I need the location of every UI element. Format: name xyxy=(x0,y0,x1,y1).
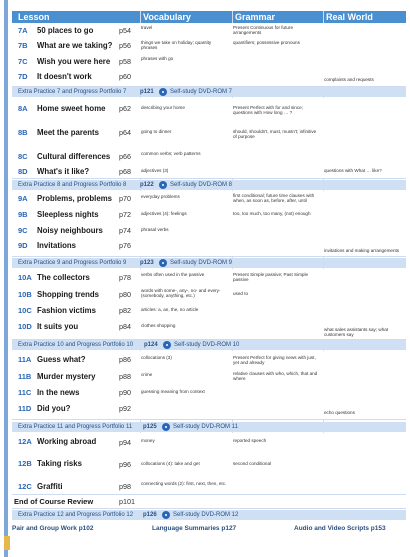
dvd-rom-label: Self-study DVD-ROM 9 xyxy=(170,260,233,266)
lesson-vocabulary: things we take on holiday; quantity phrases xyxy=(141,40,212,51)
lesson-code: 8A xyxy=(18,104,28,113)
lesson-vocabulary: guessing meaning from context xyxy=(141,389,205,394)
audio-video-scripts: Audio and Video Scripts p153 xyxy=(294,525,386,532)
lesson-title: Did you? xyxy=(37,404,71,413)
lesson-code: 7B xyxy=(18,41,28,50)
lesson-page: p56 xyxy=(119,41,131,50)
lesson-row xyxy=(12,147,406,165)
lesson-page: p78 xyxy=(119,273,131,282)
lesson-title: Guess what? xyxy=(37,355,86,364)
lesson-row xyxy=(12,98,406,123)
lesson-title: Murder mystery xyxy=(37,372,96,381)
end-of-course-review xyxy=(12,494,406,509)
lesson-grammar: Present Perfect with for and since; questions with How long … ? xyxy=(233,105,303,116)
extra-practice-label: Extra Practice 11 and Progress Portfolio 11 xyxy=(18,424,133,430)
lesson-real-world: echo questions xyxy=(324,410,355,415)
lesson-title: Graffiti xyxy=(37,482,63,491)
dvd-disc-icon xyxy=(162,423,170,431)
lesson-row xyxy=(12,368,406,386)
lesson-row xyxy=(12,164,406,179)
dvd-rom-label: Self-study DVD-ROM 11 xyxy=(173,424,238,430)
lesson-real-world: invitations and making arrangements xyxy=(324,248,400,253)
extra-practice-label: Extra Practice 10 and Progress Portfolio 10 xyxy=(18,342,134,348)
lesson-vocabulary: going to dinner xyxy=(141,129,172,134)
lesson-grammar: Present Perfect for giving news with just, yet and already xyxy=(233,355,316,366)
lesson-real-world: what sales assistants say; what customers say xyxy=(324,327,389,338)
lesson-vocabulary: clothes shopping xyxy=(141,323,176,328)
lesson-row xyxy=(12,68,406,87)
language-summaries: Language Summaries p127 xyxy=(152,525,237,532)
lesson-page: p82 xyxy=(119,306,131,315)
lesson-code: 10B xyxy=(18,290,32,299)
lesson-grammar: Present Continuous for future arrangements xyxy=(233,25,294,36)
lesson-row xyxy=(12,433,406,452)
lesson-row xyxy=(12,317,406,340)
extra-practice-band xyxy=(12,340,406,350)
lesson-vocabulary: adjectives (3) xyxy=(141,168,169,173)
lesson-title: 50 places to go xyxy=(37,26,94,35)
lesson-title: Cultural differences xyxy=(37,152,111,161)
dvd-rom-label: Self-study DVD-ROM 12 xyxy=(173,512,239,518)
lesson-code: 11C xyxy=(18,388,32,397)
pair-and-group-work: Pair and Group Work p102 xyxy=(12,525,94,532)
lesson-page: p74 xyxy=(119,226,131,235)
lesson-code: 12A xyxy=(18,437,32,446)
lesson-row xyxy=(12,351,406,369)
extra-practice-label: Extra Practice 7 and Progress Portfolio 7 xyxy=(18,89,127,95)
dvd-disc-icon xyxy=(163,341,171,349)
lesson-title: It doesn't work xyxy=(37,72,92,81)
lesson-page: p96 xyxy=(119,460,131,469)
lesson-vocabulary: articles: a, an, the, no article xyxy=(141,307,199,312)
lesson-title: Fashion victims xyxy=(37,306,96,315)
lesson-page: p98 xyxy=(119,482,131,491)
dvd-rom-label: Self-study DVD-ROM 7 xyxy=(170,89,233,95)
lesson-vocabulary: connecting words (2): first, next, then, etc. xyxy=(141,481,227,486)
lesson-vocabulary: collocations (3) xyxy=(141,355,172,360)
lesson-code: 7D xyxy=(18,72,28,81)
lesson-row xyxy=(12,54,406,69)
lesson-page: p88 xyxy=(119,372,131,381)
lesson-vocabulary: phrasal verbs xyxy=(141,227,169,232)
lesson-page: p66 xyxy=(119,152,131,161)
lesson-row xyxy=(12,451,406,478)
extra-practice-band xyxy=(12,422,406,432)
lesson-vocabulary: adjectives (4): feelings xyxy=(141,211,187,216)
lesson-row xyxy=(12,122,406,148)
extra-practice-label: Extra Practice 8 and Progress Portfolio 8 xyxy=(18,182,127,188)
lesson-grammar: too, too much, too many, (not) enough xyxy=(233,211,311,216)
table-header xyxy=(12,11,406,23)
lesson-code: 11B xyxy=(18,372,32,381)
extra-practice-band xyxy=(12,180,406,190)
lesson-title: Home sweet home xyxy=(37,104,106,113)
lesson-title: Taking risks xyxy=(37,459,82,468)
lesson-vocabulary: common verbs; verb patterns xyxy=(141,151,201,156)
lesson-code: 9B xyxy=(18,210,28,219)
lesson-code: 10A xyxy=(18,273,32,282)
lesson-vocabulary: crime xyxy=(141,372,153,377)
lesson-grammar: second conditional xyxy=(233,461,272,466)
extra-practice-page: p125 xyxy=(143,424,157,430)
lesson-page: p58 xyxy=(119,57,131,66)
lesson-page: p76 xyxy=(119,241,131,250)
lesson-page: p68 xyxy=(119,167,131,176)
lesson-grammar: quantifiers; possessive pronouns xyxy=(233,40,300,45)
lesson-code: 10C xyxy=(18,306,32,315)
lesson-page: p70 xyxy=(119,194,131,203)
lesson-code: 12B xyxy=(18,459,32,468)
lesson-vocabulary: describing your home xyxy=(141,105,185,110)
dvd-disc-icon xyxy=(159,88,167,96)
lesson-code: 9A xyxy=(18,194,28,203)
lesson-grammar: reported speech xyxy=(233,438,267,443)
lesson-page: p80 xyxy=(119,290,131,299)
lesson-code: 10D xyxy=(18,322,32,331)
end-review-label: End of Course Review xyxy=(14,497,94,506)
header-real-world: Real World xyxy=(326,12,373,22)
dvd-rom-label: Self-study DVD-ROM 8 xyxy=(170,182,233,188)
lesson-grammar: used to xyxy=(233,291,249,296)
lesson-page: p62 xyxy=(119,104,131,113)
lesson-page: p54 xyxy=(119,26,131,35)
lesson-code: 9D xyxy=(18,241,28,250)
lesson-row xyxy=(12,37,406,55)
lesson-row xyxy=(12,191,406,207)
lesson-title: Wish you were here xyxy=(37,57,111,66)
lesson-title: Shopping trends xyxy=(37,290,99,299)
lesson-row xyxy=(12,237,406,257)
lesson-code: 11A xyxy=(18,355,32,364)
dvd-disc-icon xyxy=(159,181,167,189)
lesson-page: p84 xyxy=(119,322,131,331)
footer-links xyxy=(12,523,406,537)
extra-practice-page: p121 xyxy=(140,89,154,95)
lesson-row xyxy=(12,23,406,38)
extra-practice-band xyxy=(12,87,406,97)
lesson-page: p72 xyxy=(119,210,131,219)
lesson-page: p94 xyxy=(119,438,131,447)
lesson-title: Noisy neighbours xyxy=(37,226,103,235)
lesson-page: p60 xyxy=(119,72,131,81)
lesson-grammar: Present Simple passive; Past Simple passive xyxy=(233,272,309,283)
lesson-vocabulary: collocations (4): take and get xyxy=(141,461,200,466)
header-lesson: Lesson xyxy=(18,12,50,22)
header-vocabulary: Vocabulary xyxy=(143,12,191,22)
dvd-rom-label: Self-study DVD-ROM 10 xyxy=(174,342,240,348)
lesson-title: Invitations xyxy=(37,241,76,250)
lesson-code: 11D xyxy=(18,404,32,413)
lesson-title: Sleepless nights xyxy=(37,210,99,219)
lesson-vocabulary: verbs often used in the passive xyxy=(141,272,205,277)
extra-practice-page: p124 xyxy=(144,342,158,348)
lesson-page: p86 xyxy=(119,355,131,364)
lesson-row xyxy=(12,399,406,420)
lesson-page: p64 xyxy=(119,128,131,137)
lesson-row xyxy=(12,285,406,304)
lesson-code: 8B xyxy=(18,128,28,137)
lesson-grammar: relative clauses with who, which, that and where xyxy=(233,371,318,382)
lesson-title: Working abroad xyxy=(37,437,97,446)
lesson-grammar: first conditional; future time clauses with when, as soon as, before, after, until xyxy=(233,193,315,204)
lesson-title: In the news xyxy=(37,388,80,397)
header-grammar: Grammar xyxy=(235,12,276,22)
dvd-disc-icon xyxy=(162,511,170,519)
lesson-code: 7C xyxy=(18,57,28,66)
lesson-vocabulary: everyday problems xyxy=(141,194,180,199)
edge-strip xyxy=(4,0,8,557)
lesson-row xyxy=(12,303,406,318)
lesson-real-world: questions with What … like? xyxy=(324,168,382,173)
end-review-page: p101 xyxy=(119,497,135,506)
lesson-row xyxy=(12,385,406,400)
extra-practice-label: Extra Practice 9 and Progress Portfolio 9 xyxy=(18,260,127,266)
extra-practice-label: Extra Practice 12 and Progress Portfolio 12 xyxy=(18,512,134,518)
lesson-page: p92 xyxy=(119,404,131,413)
lesson-title: The collectors xyxy=(37,273,90,282)
lesson-code: 9C xyxy=(18,226,28,235)
lesson-title: What are we taking? xyxy=(37,41,113,50)
lesson-code: 7A xyxy=(18,26,28,35)
lesson-title: Meet the parents xyxy=(37,128,99,137)
lesson-title: Problems, problems xyxy=(37,194,112,203)
lesson-page: p90 xyxy=(119,388,131,397)
lesson-title: It suits you xyxy=(37,322,79,331)
lesson-code: 8D xyxy=(18,167,28,176)
lesson-row xyxy=(12,222,406,238)
page-tab-marker xyxy=(4,536,10,550)
extra-practice-page: p126 xyxy=(143,512,157,518)
dvd-disc-icon xyxy=(159,259,167,267)
lesson-vocabulary: travel xyxy=(141,25,153,30)
extra-practice-band xyxy=(12,258,406,268)
lesson-real-world: complaints and requests xyxy=(324,77,374,82)
lesson-title: What's it like? xyxy=(37,167,90,176)
lesson-row xyxy=(12,269,406,286)
extra-practice-page: p123 xyxy=(140,260,154,266)
extra-practice-band xyxy=(12,510,406,520)
lesson-code: 12C xyxy=(18,482,32,491)
lesson-vocabulary: phrases with go xyxy=(141,56,174,61)
lesson-row xyxy=(12,477,406,495)
lesson-row xyxy=(12,206,406,223)
contents-page xyxy=(4,0,404,557)
extra-practice-page: p122 xyxy=(140,182,154,188)
lesson-vocabulary: money xyxy=(141,438,155,443)
lesson-code: 8C xyxy=(18,152,28,161)
lesson-vocabulary: words with some-, any-, no- and every- (somebody, anything, etc.) xyxy=(141,288,221,299)
lesson-grammar: should, shouldn't, must, mustn't; infinitive of purpose xyxy=(233,129,317,140)
